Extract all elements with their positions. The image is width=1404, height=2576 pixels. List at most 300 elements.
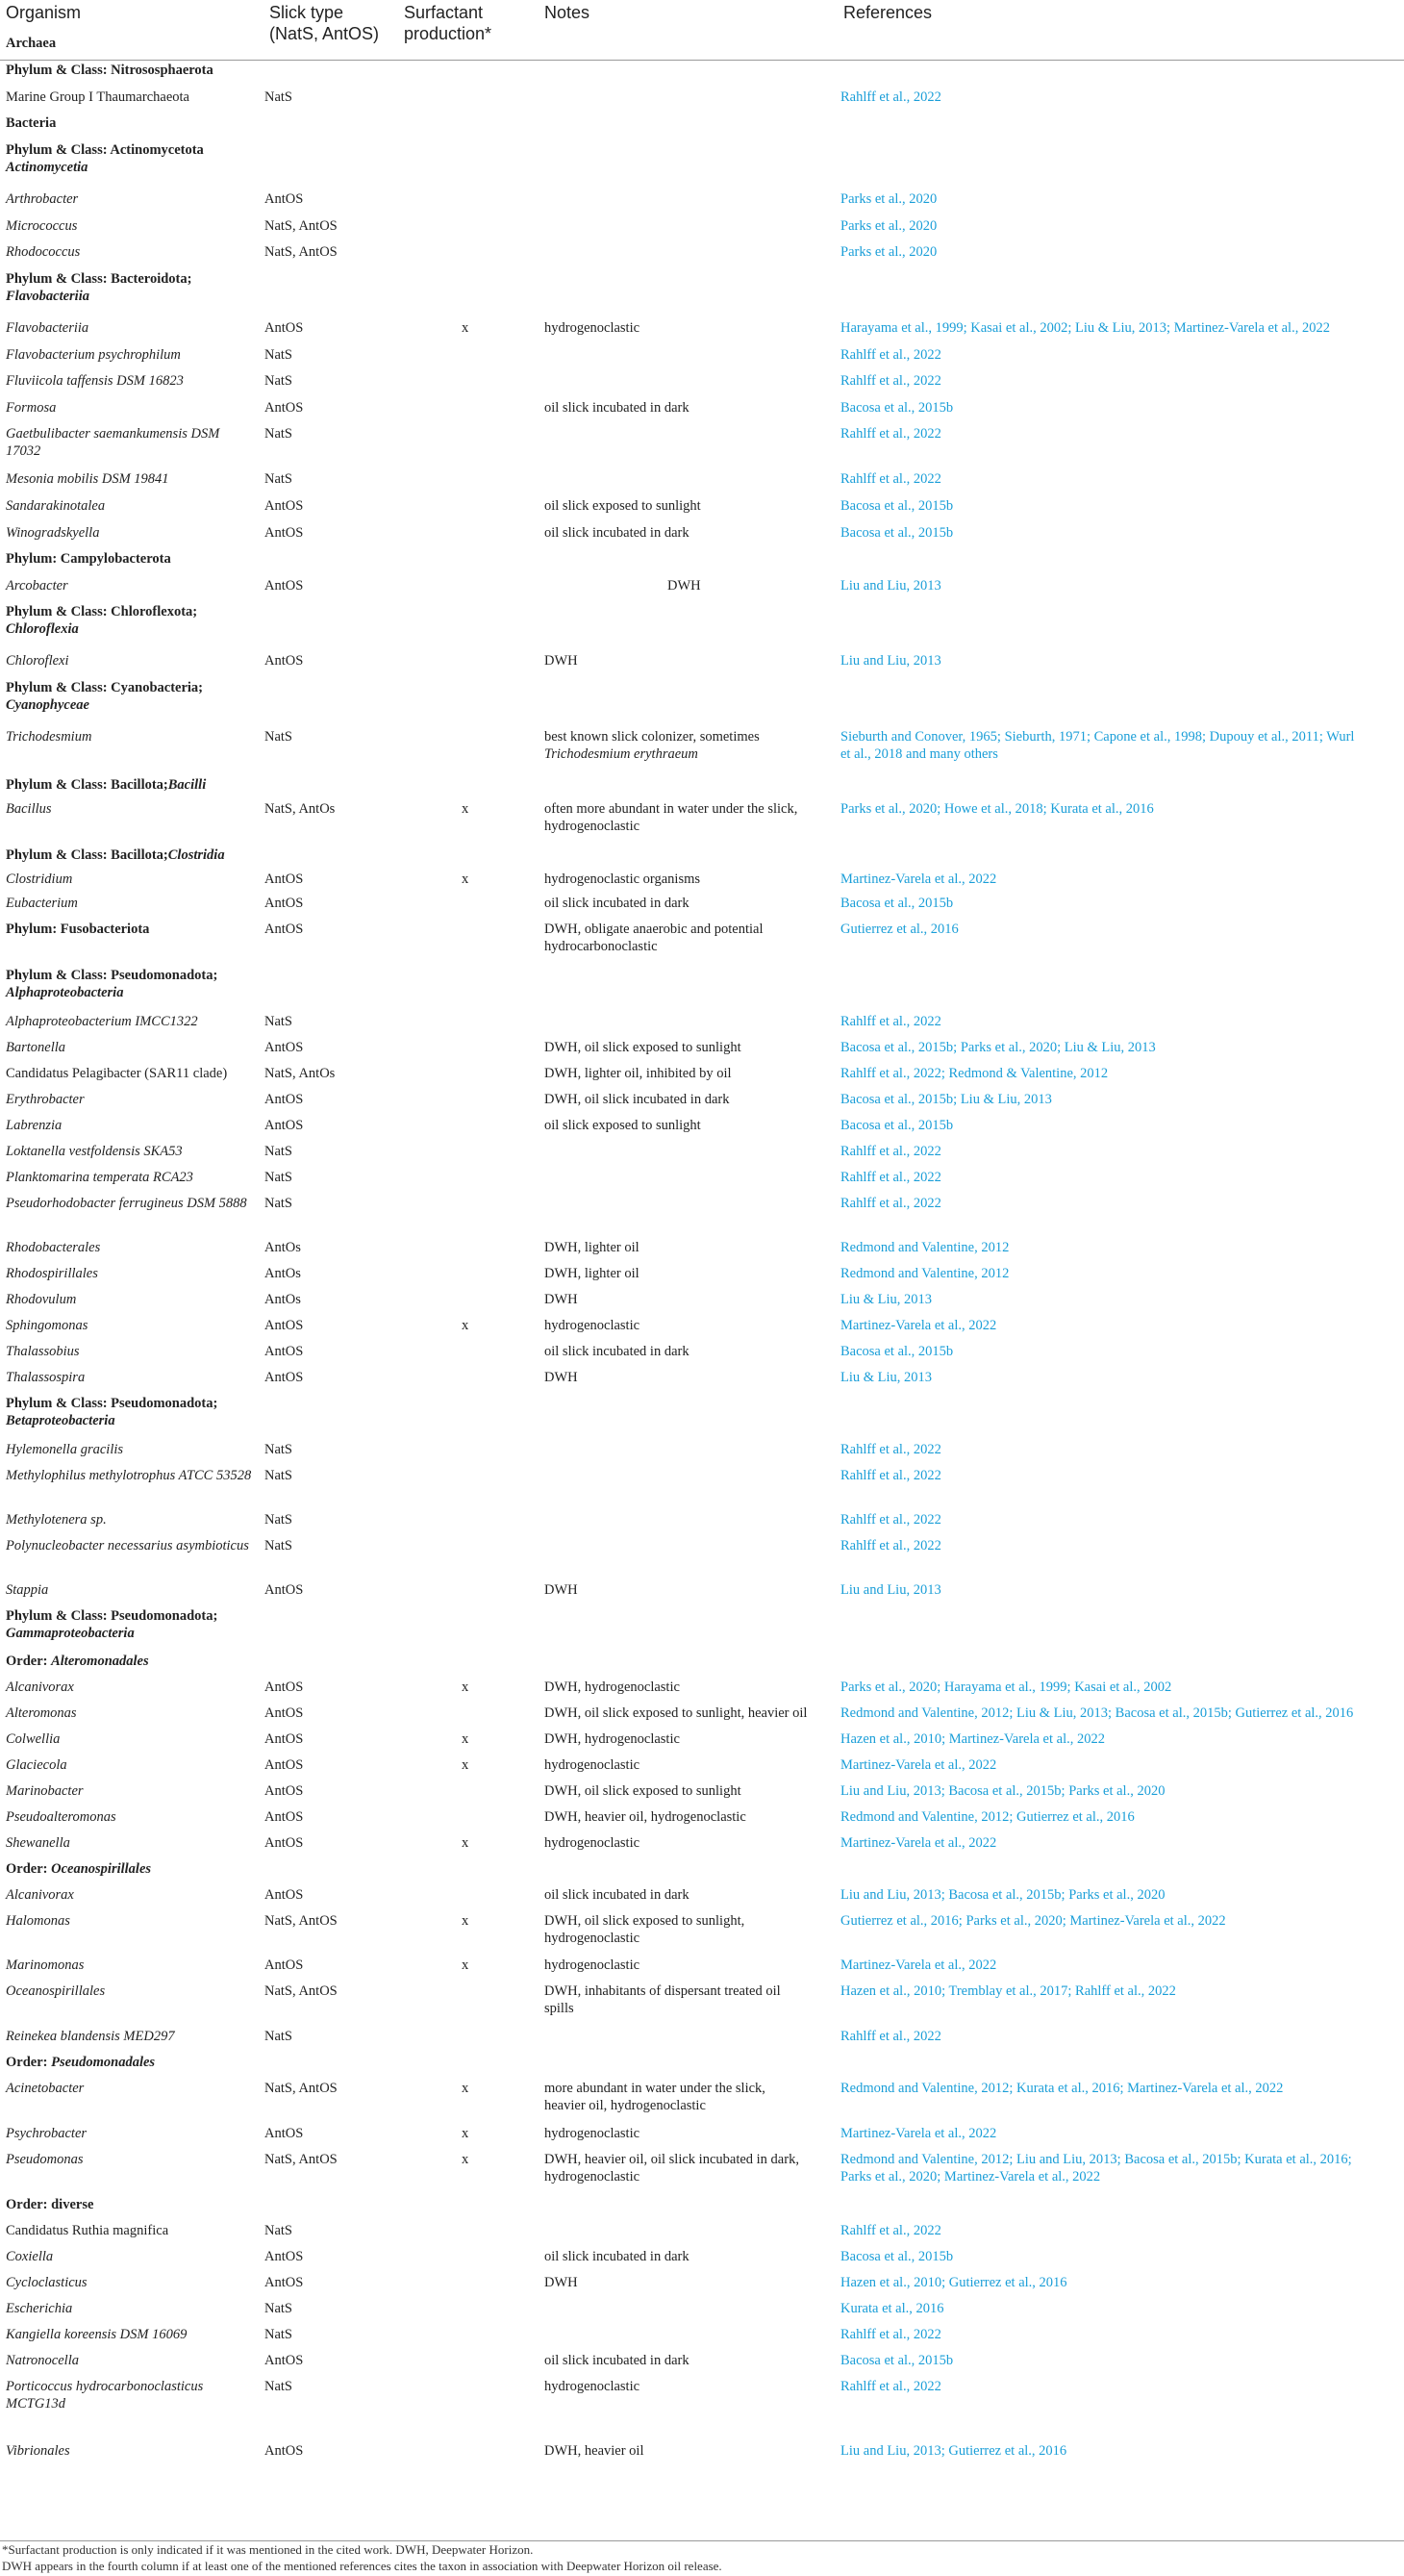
organism-cell: [6, 372, 256, 390]
header-surfactant: Surfactant production*: [404, 3, 492, 43]
group-label: Phylum & Class: Bacteroidota;: [6, 271, 192, 287]
organism-cell: [6, 1091, 256, 1108]
group-label: Phylum & Class: Chloroflexota;: [6, 604, 198, 619]
references-text: Rahlff et al., 2022: [840, 373, 941, 389]
references-cell: [840, 1581, 1404, 1599]
notes-cell: [544, 1065, 833, 1082]
organism-cell: [6, 1834, 256, 1852]
group-label-taxon: Bacilli: [167, 777, 207, 793]
slick-type-cell: NatS: [264, 1442, 292, 1457]
references-cell: [840, 2080, 1404, 2097]
organism-cell: [6, 895, 256, 912]
organism-name: Pseudomonas: [6, 2152, 84, 2167]
references-cell: [840, 399, 1404, 417]
organism-cell: [6, 1143, 256, 1160]
references-cell: [840, 1886, 1404, 1904]
organism-name: Kangiella koreensis DSM 16069: [6, 2327, 188, 2342]
notes-cell: [544, 1581, 833, 1599]
organism-name: Loktanella vestfoldensis SKA53: [6, 1144, 183, 1159]
organism-name: Candidatus Ruthia magnifica: [6, 2223, 169, 2238]
organism-cell: [6, 217, 256, 235]
references-cell: [840, 1441, 1404, 1458]
group-label-taxon: Oceanospirillales: [51, 1861, 152, 1877]
organism-cell: [6, 1705, 256, 1722]
notes-cell: [544, 895, 833, 912]
organism-name: Vibrionales: [6, 2443, 70, 2459]
references-text: Martinez-Varela et al., 2022: [840, 1835, 997, 1851]
notes-text: oil slick incubated in dark: [544, 400, 689, 416]
organism-cell: [6, 1782, 256, 1800]
references-cell: [840, 1013, 1404, 1030]
organism-cell: [6, 243, 256, 261]
group-label-class: Gammaproteobacteria: [6, 1626, 135, 1641]
organism-name: Micrococcus: [6, 218, 78, 234]
references-cell: [840, 2248, 1404, 2265]
slick-type-cell: NatS: [264, 347, 292, 363]
slick-type-cell: AntOS: [264, 578, 304, 593]
references-text: Bacosa et al., 2015b: [840, 1344, 954, 1359]
notes-text: DWH: [544, 1582, 578, 1598]
notes-cell: [544, 1091, 833, 1108]
notes-text: DWH, oil slick exposed to sunlight,: [544, 1913, 745, 1929]
references-text: Rahlff et al., 2022: [840, 2029, 941, 2044]
references-cell: [840, 1343, 1404, 1360]
organism-cell: [6, 2300, 256, 2317]
slick-type-cell: AntOS: [264, 1040, 304, 1055]
references-text: Liu and Liu, 2013; Bacosa et al., 2015b; Parks et al., 2020: [840, 1887, 1166, 1903]
references-text: Bacosa et al., 2015b: [840, 525, 954, 541]
organism-cell: [6, 1581, 256, 1599]
references-text: Rahlff et al., 2022: [840, 347, 941, 363]
slick-type-cell: NatS: [264, 1144, 292, 1159]
organism-cell: [6, 399, 256, 417]
notes-text: hydrogenoclastic: [544, 2379, 640, 2394]
notes-text: DWH, oil slick exposed to sunlight: [544, 1783, 741, 1799]
notes-text-2: hydrocarbonoclastic: [544, 939, 658, 954]
organism-cell: [6, 1537, 256, 1554]
organism-cell: [6, 577, 256, 594]
slick-type-cell: AntOS: [264, 2353, 304, 2368]
organism-name: Thalassospira: [6, 1370, 86, 1385]
organism-name: Marinobacter: [6, 1783, 84, 1799]
notes-text: hydrogenoclastic organisms: [544, 871, 701, 887]
references-text: Rahlff et al., 2022: [840, 471, 941, 487]
organism-cell: [6, 1239, 256, 1256]
organism-name: Porticoccus hydrocarbonoclasticus MCTG13d: [6, 2379, 204, 2412]
slick-type-cell: NatS, AntOS: [264, 2152, 338, 2167]
header-slick-type: Slick type (NatS, AntOS): [269, 3, 380, 43]
references-cell: [840, 1239, 1404, 1256]
organism-cell: [6, 679, 294, 714]
surfactant-cell: x: [462, 1731, 469, 1747]
slick-type-cell: NatS, AntOS: [264, 1913, 338, 1929]
references-cell: [840, 2125, 1404, 2142]
references-text: Bacosa et al., 2015b: [840, 896, 954, 911]
surfactant-cell: x: [462, 871, 469, 887]
slick-type-cell: NatS: [264, 1170, 292, 1185]
notes-cell: [544, 497, 833, 515]
notes-text: DWH, obligate anaerobic and potential: [544, 922, 764, 937]
references-cell: [840, 1782, 1404, 1800]
notes-cell: [544, 921, 833, 955]
slick-type-cell: AntOS: [264, 1582, 304, 1598]
notes-cell: [544, 1369, 833, 1386]
references-text: Liu and Liu, 2013: [840, 653, 941, 669]
group-label-taxon: Clostridia: [167, 847, 225, 863]
organism-name: Alphaproteobacterium IMCC1322: [6, 1014, 198, 1029]
notes-text: DWH: [544, 653, 578, 669]
organism-name: Shewanella: [6, 1835, 70, 1851]
group-label-class: Alphaproteobacteria: [6, 985, 124, 1000]
references-text: Rahlff et al., 2022: [840, 1468, 941, 1483]
notes-text-2: spills: [544, 2001, 574, 2016]
group-label-taxon: Alteromonadales: [51, 1654, 149, 1669]
organism-name: Cycloclasticus: [6, 2275, 88, 2290]
references-text: Rahlff et al., 2022: [840, 426, 941, 442]
slick-type-cell: AntOS: [264, 1344, 304, 1359]
group-label: Phylum & Class: Nitrososphaerota: [6, 63, 213, 78]
organism-name: Pseudorhodobacter ferrugineus DSM 5888: [6, 1196, 247, 1211]
organism-name: Rhodococcus: [6, 244, 81, 260]
notes-text: DWH, heavier oil, oil slick incubated in dark,: [544, 2152, 799, 2167]
references-text: Rahlff et al., 2022: [840, 1014, 941, 1029]
organism-cell: [6, 1467, 256, 1484]
organism-name: Candidatus Pelagibacter (SAR11 clade): [6, 1066, 228, 1081]
slick-type-cell: NatS: [264, 1014, 292, 1029]
organism-name: Stappia: [6, 1582, 49, 1598]
notes-cell: [544, 1834, 833, 1852]
references-cell: [840, 425, 1404, 442]
notes-cell: [544, 524, 833, 542]
references-text: Redmond and Valentine, 2012; Liu & Liu, 2013; Bacosa et al., 2015b; Gutierrez et al., 2016: [840, 1705, 1354, 1721]
organism-name: Alcanivorax: [6, 1679, 74, 1695]
organism-cell: [6, 1317, 256, 1334]
footnote-1: *Surfactant production is only indicated if it was mentioned in the cited work. DWH, Deepwater Horizon.: [2, 2542, 534, 2557]
surfactant-cell: x: [462, 2152, 469, 2167]
notes-cell: [544, 2151, 833, 2185]
notes-text: hydrogenoclastic: [544, 1318, 640, 1333]
notes-cell: [544, 2352, 833, 2369]
references-text: Rahlff et al., 2022: [840, 89, 941, 105]
notes-text: DWH, heavier oil, hydrogenoclastic: [544, 1809, 746, 1825]
references-text-2: et al., 2018 and many others: [840, 746, 998, 762]
organism-cell: [6, 470, 256, 488]
notes-text-2: heavier oil, hydrogenoclastic: [544, 2098, 706, 2113]
organism-name: Fluviicola taffensis DSM 16823: [6, 373, 184, 389]
organism-cell: [6, 2222, 256, 2239]
organism-cell: [6, 2352, 256, 2369]
references-text: Bacosa et al., 2015b: [840, 2249, 954, 2264]
surfactant-cell: x: [462, 2126, 469, 2141]
references-text: Rahlff et al., 2022: [840, 1538, 941, 1553]
organism-cell: [6, 1441, 256, 1458]
notes-cell: [544, 1705, 833, 1722]
references-cell: [840, 1091, 1404, 1108]
group-label: Order:: [6, 1861, 52, 1877]
references-text: Liu and Liu, 2013: [840, 578, 941, 593]
notes-text: DWH, oil slick exposed to sunlight, heavier oil: [544, 1705, 808, 1721]
references-text: Rahlff et al., 2022: [840, 1170, 941, 1185]
organism-cell: [6, 1860, 294, 1878]
notes-text: DWH, inhabitants of dispersant treated oil: [544, 1983, 781, 1999]
group-label: Phylum & Class: Actinomycetota: [6, 142, 204, 158]
references-text: Parks et al., 2020: [840, 244, 938, 260]
references-text: Redmond and Valentine, 2012: [840, 1266, 1010, 1281]
organism-cell: [6, 1886, 256, 1904]
slick-type-cell: NatS, AntOS: [264, 218, 338, 234]
organism-cell: [6, 1983, 256, 2000]
notes-cell: [544, 1291, 833, 1308]
organism-name: Rhodovulum: [6, 1292, 77, 1307]
organism-cell: [6, 2248, 256, 2265]
slick-type-cell: NatS: [264, 2301, 292, 2316]
references-cell: [840, 2352, 1404, 2369]
organism-name: Thalassobius: [6, 1344, 80, 1359]
slick-type-cell: AntOs: [264, 1292, 301, 1307]
organism-name: Halomonas: [6, 1913, 70, 1929]
references-cell: [840, 1467, 1404, 1484]
organism-cell: [6, 1653, 294, 1670]
organism-name: Psychrobacter: [6, 2126, 88, 2141]
notes-cell: [544, 1730, 833, 1748]
notes-cell: [544, 1239, 833, 1256]
organism-name: Alcanivorax: [6, 1887, 74, 1903]
notes-text: hydrogenoclastic: [544, 1957, 640, 1973]
slick-type-cell: AntOS: [264, 1957, 304, 1973]
header-organism: Organism: [6, 3, 82, 22]
notes-text: hydrogenoclastic: [544, 2126, 640, 2141]
organism-name: Escherichia: [6, 2301, 73, 2316]
slick-type-cell: AntOS: [264, 1679, 304, 1695]
references-cell: [840, 346, 1404, 364]
notes-cell: [544, 2125, 833, 2142]
notes-text: hydrogenoclastic: [544, 1835, 640, 1851]
organism-cell: [6, 776, 294, 794]
organism-name: Rhodobacterales: [6, 1240, 101, 1255]
slick-type-cell: AntOS: [264, 2443, 304, 2459]
organism-cell: [6, 1291, 256, 1308]
group-label-class: Betaproteobacteria: [6, 1413, 115, 1428]
slick-type-cell: NatS, AntOs: [264, 1066, 336, 1081]
references-cell: [840, 524, 1404, 542]
organism-cell: [6, 2125, 256, 2142]
organism-cell: [6, 141, 294, 176]
references-text: Liu & Liu, 2013: [840, 1370, 933, 1385]
notes-text-2: hydrogenoclastic: [544, 819, 640, 834]
group-label: Phylum & Class: Bacillota;: [6, 777, 168, 793]
slick-type-cell: AntOs: [264, 1240, 301, 1255]
slick-type-cell: AntOS: [264, 896, 304, 911]
organism-cell: [6, 603, 294, 638]
group-label: Order: diverse: [6, 2197, 94, 2212]
slick-type-cell: AntOS: [264, 1731, 304, 1747]
organism-name: Alteromonas: [6, 1705, 77, 1721]
slick-type-cell: AntOS: [264, 1705, 304, 1721]
references-text: Bacosa et al., 2015b: [840, 400, 954, 416]
organism-name: Glaciecola: [6, 1757, 67, 1773]
organism-cell: [6, 1511, 256, 1528]
group-label-class: Chloroflexia: [6, 621, 79, 637]
references-text: Parks et al., 2020: [840, 191, 938, 207]
references-cell: [840, 728, 1404, 763]
references-cell: [840, 470, 1404, 488]
group-label-class: Actinomycetia: [6, 160, 88, 175]
slick-type-cell: NatS: [264, 1468, 292, 1483]
organism-cell: [6, 652, 256, 669]
notes-cell: [544, 1886, 833, 1904]
references-cell: [840, 871, 1404, 888]
references-cell: [840, 1912, 1404, 1930]
references-cell: [840, 88, 1404, 106]
slick-type-cell: NatS: [264, 729, 292, 745]
organism-cell: [6, 2378, 256, 2412]
group-label: Order:: [6, 2055, 52, 2070]
slick-type-cell: AntOS: [264, 498, 304, 514]
references-cell: [840, 2300, 1404, 2317]
slick-type-cell: NatS: [264, 2223, 292, 2238]
group-label: Bacteria: [6, 115, 57, 131]
surfactant-cell: x: [462, 1957, 469, 1973]
organism-name: Bartonella: [6, 1040, 66, 1055]
organism-cell: [6, 2274, 256, 2291]
references-cell: [840, 1143, 1404, 1160]
notes-cell: [544, 1983, 833, 2017]
slick-type-cell: NatS: [264, 1512, 292, 1528]
slick-type-cell: AntOS: [264, 2126, 304, 2141]
notes-text: DWH, hydrogenoclastic: [544, 1731, 680, 1747]
notes-cell: [544, 2080, 833, 2114]
group-label-taxon: Pseudomonadales: [51, 2055, 156, 2070]
group-label-class: Cyanophyceae: [6, 697, 89, 713]
organism-cell: [6, 2326, 256, 2343]
references-text: Rahlff et al., 2022: [840, 2327, 941, 2342]
organism-cell: [6, 2028, 256, 2045]
notes-text: oil slick incubated in dark: [544, 1887, 689, 1903]
notes-text: DWH, lighter oil, inhibited by oil: [544, 1066, 732, 1081]
references-cell: [840, 1169, 1404, 1186]
organism-cell: [6, 2196, 294, 2213]
references-cell: [840, 2378, 1404, 2395]
slick-type-cell: AntOs: [264, 1266, 301, 1281]
organism-cell: [6, 1912, 256, 1930]
notes-cell: [544, 2274, 833, 2291]
references-cell: [840, 1957, 1404, 1974]
notes-text: often more abundant in water under the slick,: [544, 801, 798, 817]
notes-text: DWH, oil slick exposed to sunlight: [544, 1040, 741, 1055]
references-text: Hazen et al., 2010; Martinez-Varela et al., 2022: [840, 1731, 1105, 1747]
organism-name: Acinetobacter: [6, 2081, 85, 2096]
references-text: Hazen et al., 2010; Gutierrez et al., 2016: [840, 2275, 1067, 2290]
slick-type-cell: NatS: [264, 89, 292, 105]
organism-name: Flavobacterium psychrophilum: [6, 347, 181, 363]
organism-name: Gaetbulibacter saemankumensis DSM 17032: [6, 426, 220, 459]
notes-text: oil slick exposed to sunlight: [544, 498, 701, 514]
organism-name: Bacillus: [6, 801, 52, 817]
organism-cell: [6, 190, 256, 208]
organism-name: Coxiella: [6, 2249, 54, 2264]
group-label: Phylum & Class: Pseudomonadota;: [6, 1608, 218, 1624]
organism-cell: [6, 967, 294, 1001]
surfactant-cell: x: [462, 1679, 469, 1695]
notes-cell: [544, 800, 833, 835]
references-text: Rahlff et al., 2022: [840, 1442, 941, 1457]
organism-name: Sphingomonas: [6, 1318, 88, 1333]
references-text: Bacosa et al., 2015b; Liu & Liu, 2013: [840, 1092, 1052, 1107]
notes-text: more abundant in water under the slick,: [544, 2081, 765, 2096]
organism-cell: [6, 2054, 294, 2071]
slick-type-cell: AntOS: [264, 1092, 304, 1107]
organism-cell: [6, 425, 256, 460]
organism-cell: [6, 1369, 256, 1386]
surfactant-cell: x: [462, 801, 469, 817]
references-text: Bacosa et al., 2015b; Parks et al., 2020; Liu & Liu, 2013: [840, 1040, 1156, 1055]
group-label: Phylum & Class: Pseudomonadota;: [6, 968, 218, 983]
organism-cell: [6, 1808, 256, 1826]
organism-cell: [6, 846, 294, 864]
slick-type-cell: AntOS: [264, 1118, 304, 1133]
notes-cell: [544, 319, 833, 337]
references-cell: [840, 1117, 1404, 1134]
notes-cell: [544, 1317, 833, 1334]
references-cell: [840, 2151, 1404, 2185]
notes-cell: [544, 1912, 833, 1947]
slick-type-cell: AntOS: [264, 1783, 304, 1799]
references-text: Rahlff et al., 2022: [840, 1144, 941, 1159]
organism-cell: [6, 728, 256, 745]
references-text: Liu and Liu, 2013; Bacosa et al., 2015b; Parks et al., 2020: [840, 1783, 1166, 1799]
organism-name: Methylophilus methylotrophus ATCC 53528: [6, 1468, 252, 1483]
group-label: Phylum: Campylobacterota: [6, 551, 171, 567]
references-text: Gutierrez et al., 2016: [840, 922, 959, 937]
slick-type-cell: NatS: [264, 1538, 292, 1553]
organism-cell: [6, 1195, 256, 1212]
references-cell: [840, 1756, 1404, 1774]
notes-text: DWH, heavier oil: [544, 2443, 644, 2459]
references-cell: [840, 800, 1404, 818]
slick-type-cell: NatS: [264, 2379, 292, 2394]
group-label-class: Flavobacteriia: [6, 289, 89, 304]
organism-name: Clostridium: [6, 871, 73, 887]
surfactant-cell: x: [462, 1757, 469, 1773]
notes-text: DWH: [544, 1370, 578, 1385]
slick-type-cell: NatS: [264, 2327, 292, 2342]
notes-text: oil slick exposed to sunlight: [544, 1118, 701, 1133]
notes-text: oil slick incubated in dark: [544, 2353, 689, 2368]
organism-name: Natronocella: [6, 2353, 79, 2368]
slick-type-cell: AntOS: [264, 1757, 304, 1773]
slick-type-cell: NatS: [264, 426, 292, 442]
notes-text-2: hydrogenoclastic: [544, 1931, 640, 1946]
organism-cell: [6, 1756, 256, 1774]
slick-type-cell: NatS, AntOS: [264, 1983, 338, 1999]
organism-cell: [6, 62, 294, 79]
organism-name: Polynucleobacter necessarius asymbioticus: [6, 1538, 249, 1553]
references-text: Martinez-Varela et al., 2022: [840, 1757, 997, 1773]
slick-type-cell: AntOS: [264, 653, 304, 669]
notes-text: DWH: [667, 578, 701, 593]
surfactant-cell: x: [462, 320, 469, 336]
organism-name: Sandarakinotalea: [6, 498, 106, 514]
references-cell: [840, 243, 1404, 261]
notes-text-2: hydrogenoclastic: [544, 2169, 640, 2185]
organism-name: Arthrobacter: [6, 191, 79, 207]
references-cell: [840, 1705, 1404, 1722]
organism-name: Flavobacteriia: [6, 320, 89, 336]
organism-cell: [6, 114, 294, 132]
organism-cell: [6, 524, 256, 542]
notes-text-2: Trichodesmium erythraeum: [544, 746, 698, 762]
organism-cell: [6, 2442, 256, 2460]
